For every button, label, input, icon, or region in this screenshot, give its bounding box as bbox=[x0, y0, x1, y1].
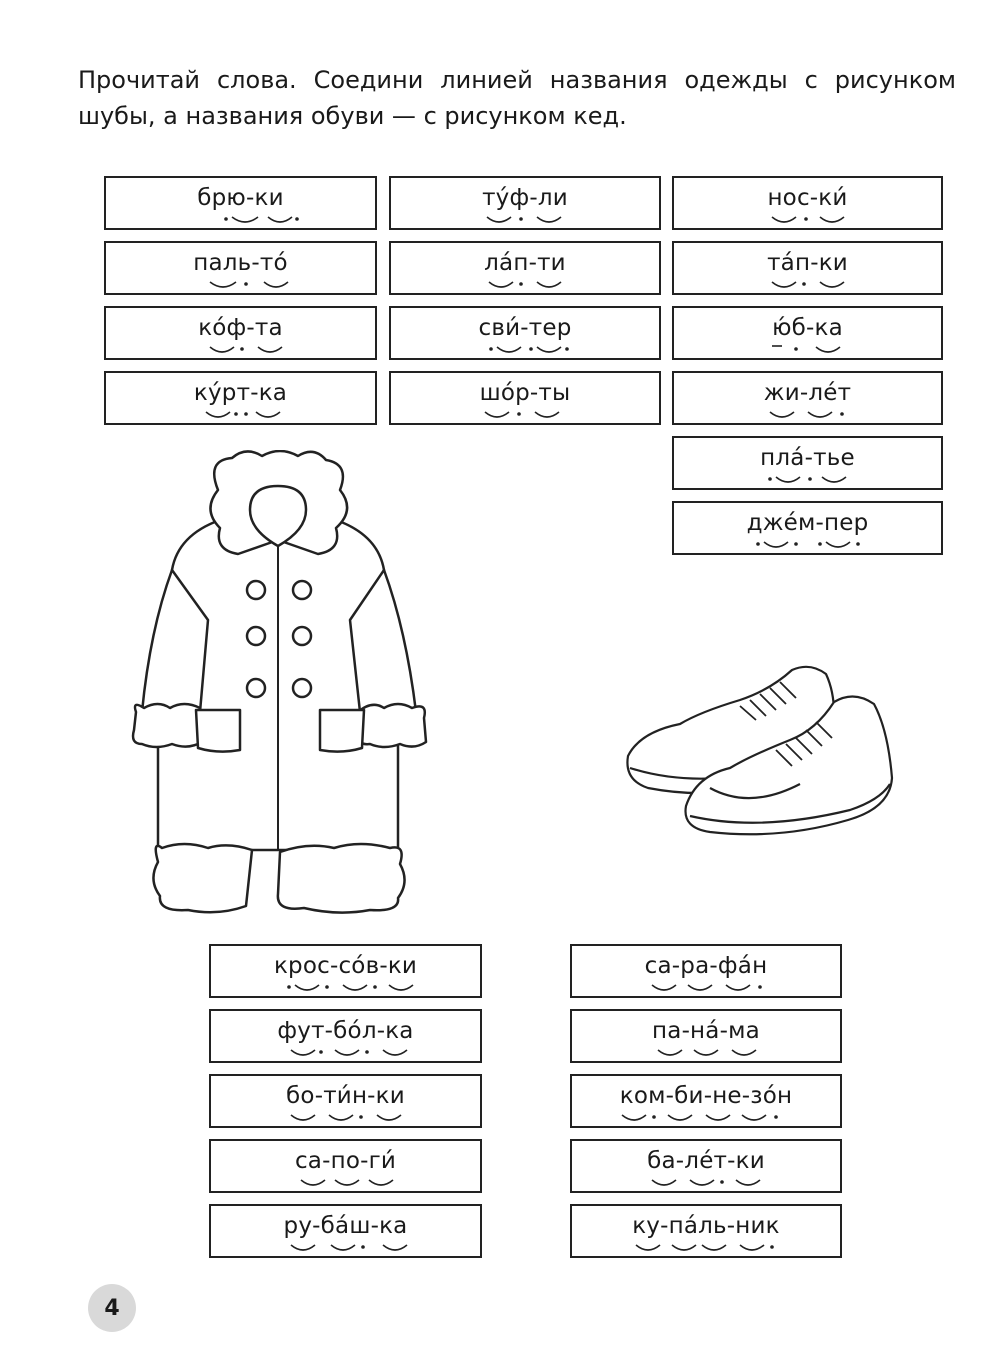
syllable-marks bbox=[211, 1177, 484, 1189]
word-text: жи-ле́т bbox=[763, 380, 852, 406]
word-card-bryuki[interactable] bbox=[104, 176, 377, 230]
word-card-sviter[interactable] bbox=[389, 306, 661, 360]
word-card-noski[interactable] bbox=[672, 176, 943, 230]
instruction-line-2: шубы, а названия обуви — с рисунком кед. bbox=[78, 102, 627, 130]
word-card-panama[interactable] bbox=[570, 1009, 842, 1063]
syllable-marks bbox=[211, 1047, 484, 1059]
word-text: та́п-ки bbox=[767, 250, 848, 276]
word-text: крос-со́в-ки bbox=[273, 953, 418, 979]
sneakers-icon[interactable] bbox=[620, 660, 898, 840]
word-card-baletki[interactable] bbox=[570, 1139, 842, 1193]
word-text: са-ра-фа́н bbox=[644, 953, 768, 979]
word-text: ба-ле́т-ки bbox=[647, 1148, 765, 1174]
instruction-text bbox=[78, 62, 956, 134]
word-text: ком-би-не-зо́н bbox=[619, 1083, 793, 1109]
syllable-marks bbox=[674, 214, 945, 226]
word-text: па-на́-ма bbox=[652, 1018, 760, 1044]
word-card-shorty[interactable] bbox=[389, 371, 661, 425]
syllable-marks bbox=[211, 1242, 484, 1254]
syllable-marks bbox=[211, 982, 484, 994]
word-text: ку́рт-ка bbox=[193, 380, 288, 406]
syllable-marks bbox=[391, 344, 663, 356]
word-text: нос-ки́ bbox=[767, 185, 848, 211]
syllable-marks bbox=[391, 214, 663, 226]
word-text: паль-то́ bbox=[193, 250, 288, 276]
word-text: ю́б-ка bbox=[772, 315, 843, 341]
syllable-marks bbox=[572, 982, 844, 994]
instruction-line-1: Прочитай слова. Соедини линией названия одежды с рисунком bbox=[78, 66, 956, 94]
word-card-kupalnik[interactable] bbox=[570, 1204, 842, 1258]
word-card-botinki[interactable] bbox=[209, 1074, 482, 1128]
word-card-krossovki[interactable] bbox=[209, 944, 482, 998]
syllable-marks bbox=[211, 1112, 484, 1124]
word-card-lapti[interactable] bbox=[389, 241, 661, 295]
word-text: сви́-тер bbox=[478, 315, 572, 341]
word-text: ту́ф-ли bbox=[482, 185, 568, 211]
word-card-tufli[interactable] bbox=[389, 176, 661, 230]
word-card-sapogi[interactable] bbox=[209, 1139, 482, 1193]
word-card-dzhemper[interactable] bbox=[672, 501, 943, 555]
word-text: ку-па́ль-ник bbox=[632, 1213, 780, 1239]
syllable-marks bbox=[572, 1242, 844, 1254]
syllable-marks bbox=[106, 409, 379, 421]
word-text: дже́м-пер bbox=[746, 510, 869, 536]
word-text: са-по-ги́ bbox=[294, 1148, 397, 1174]
word-card-platye[interactable] bbox=[672, 436, 943, 490]
word-card-rubashka[interactable] bbox=[209, 1204, 482, 1258]
word-text: ко́ф-та bbox=[198, 315, 283, 341]
syllable-marks bbox=[391, 279, 663, 291]
word-card-sarafan[interactable] bbox=[570, 944, 842, 998]
word-card-futbolka[interactable] bbox=[209, 1009, 482, 1063]
syllable-marks bbox=[106, 279, 379, 291]
word-text: пла́-тье bbox=[760, 445, 855, 471]
syllable-marks bbox=[674, 279, 945, 291]
syllable-marks bbox=[391, 409, 663, 421]
syllable-marks bbox=[572, 1112, 844, 1124]
fur-coat-icon[interactable] bbox=[128, 450, 433, 920]
word-text: шо́р-ты bbox=[479, 380, 571, 406]
word-text: брю-ки bbox=[197, 185, 284, 211]
syllable-marks bbox=[674, 474, 945, 486]
syllable-marks bbox=[572, 1047, 844, 1059]
word-text: ру-ба́ш-ка bbox=[283, 1213, 408, 1239]
syllable-marks bbox=[674, 344, 945, 356]
word-text: бо-ти́н-ки bbox=[286, 1083, 405, 1109]
word-text: ла́п-ти bbox=[484, 250, 566, 276]
syllable-marks bbox=[674, 409, 945, 421]
page-number: 4 bbox=[88, 1284, 136, 1332]
word-card-yubka[interactable] bbox=[672, 306, 943, 360]
word-card-kombinezon[interactable] bbox=[570, 1074, 842, 1128]
syllable-marks bbox=[572, 1177, 844, 1189]
syllable-marks bbox=[106, 344, 379, 356]
word-card-kofta[interactable] bbox=[104, 306, 377, 360]
word-card-tapki[interactable] bbox=[672, 241, 943, 295]
syllable-marks bbox=[106, 214, 379, 226]
word-card-palto[interactable] bbox=[104, 241, 377, 295]
word-card-kurtka[interactable] bbox=[104, 371, 377, 425]
syllable-marks bbox=[674, 539, 945, 551]
word-card-zhilet[interactable] bbox=[672, 371, 943, 425]
word-text: фут-бо́л-ка bbox=[277, 1018, 414, 1044]
